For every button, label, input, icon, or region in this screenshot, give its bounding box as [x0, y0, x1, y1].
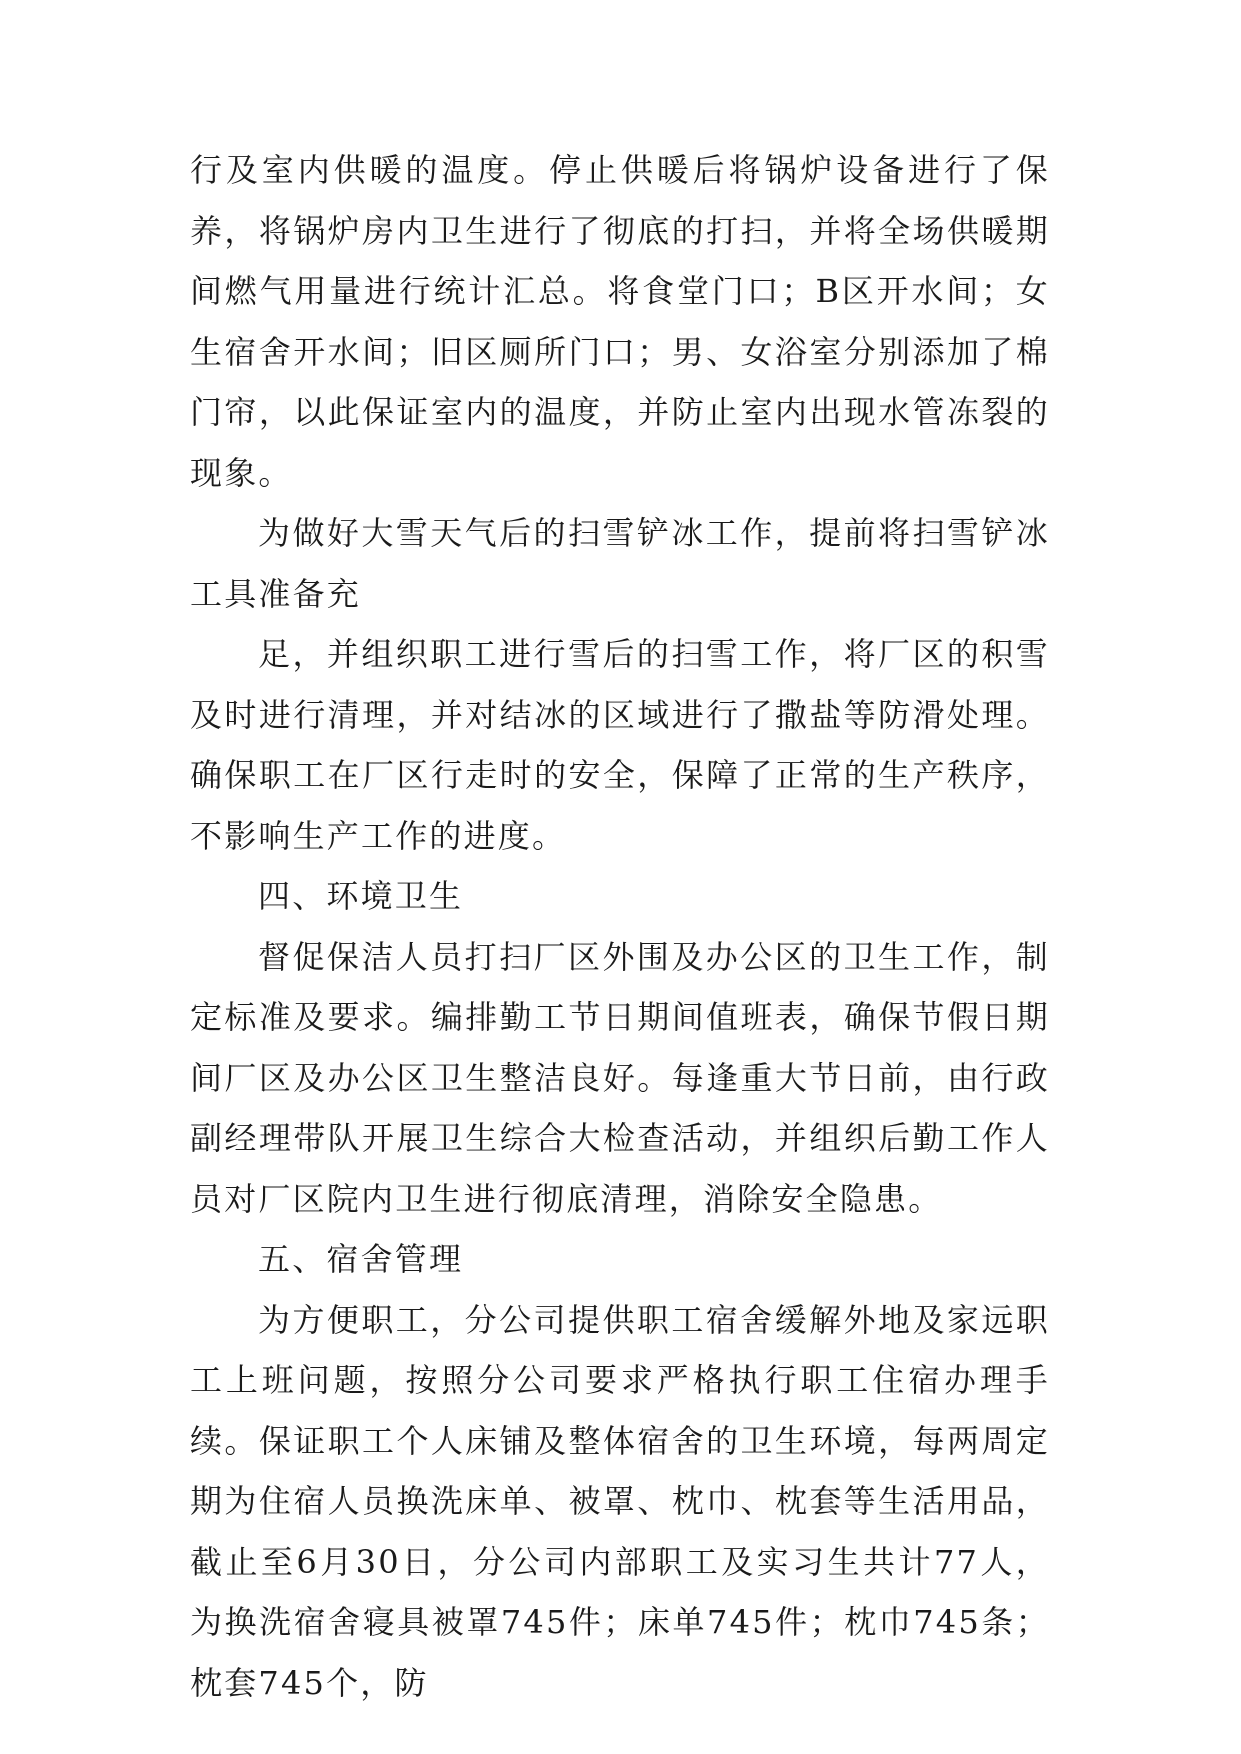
- section-heading-environment: 四、环境卫生: [258, 877, 464, 915]
- paragraph-dormitory-management: 为方便职工，分公司提供职工宿舍缓解外地及家远职工上班问题，按照分公司要求严格执行职工住宿办理手续。保证职工个人床铺及整体宿舍的卫生环境，每两周定期为住宿人员换洗床单、被罩、枕巾、枕套等生活用品，截止至6月30日，分公司内部职工及实习生共计77人，为换洗宿舍寝具被罩745件；床单745件；枕巾745条；枕套745个，防: [190, 1300, 1050, 1702]
- section-heading-dormitory: 五、宿舍管理: [258, 1240, 464, 1278]
- paragraph-heating-boiler: 行及室内供暖的温度。停止供暖后将锅炉设备进行了保养，将锅炉房内卫生进行了彻底的打扫，并将全场供暖期间燃气用量进行统计汇总。将食堂门口；B区开水间；女生宿舍开水间；旧区厕所门口；男、女浴室分别添加了棉门帘，以此保证室内的温度，并防止室内出现水管冻裂的现象。: [190, 151, 1050, 492]
- paragraph-snow-clearing: 足，并组织职工进行雪后的扫雪工作，将厂区的积雪及时进行清理，并对结冰的区域进行了撒盐等防滑处理。确保职工在厂区行走时的安全，保障了正常的生产秩序，不影响生产工作的进度。: [190, 635, 1050, 855]
- paragraph-snow-tools: 为做好大雪天气后的扫雪铲冰工作，提前将扫雪铲冰工具准备充: [190, 514, 1050, 613]
- document-page: [190, 140, 1050, 1713]
- paragraph-environment-hygiene: 督促保洁人员打扫厂区外围及办公区的卫生工作，制定标准及要求。编排勤工节日期间值班表，确保节假日期间厂区及办公区卫生整洁良好。每逢重大节日前，由行政副经理带队开展卫生综合大检查活动，并组织后勤工作人员对厂区院内卫生进行彻底清理，消除安全隐患。: [190, 937, 1050, 1218]
